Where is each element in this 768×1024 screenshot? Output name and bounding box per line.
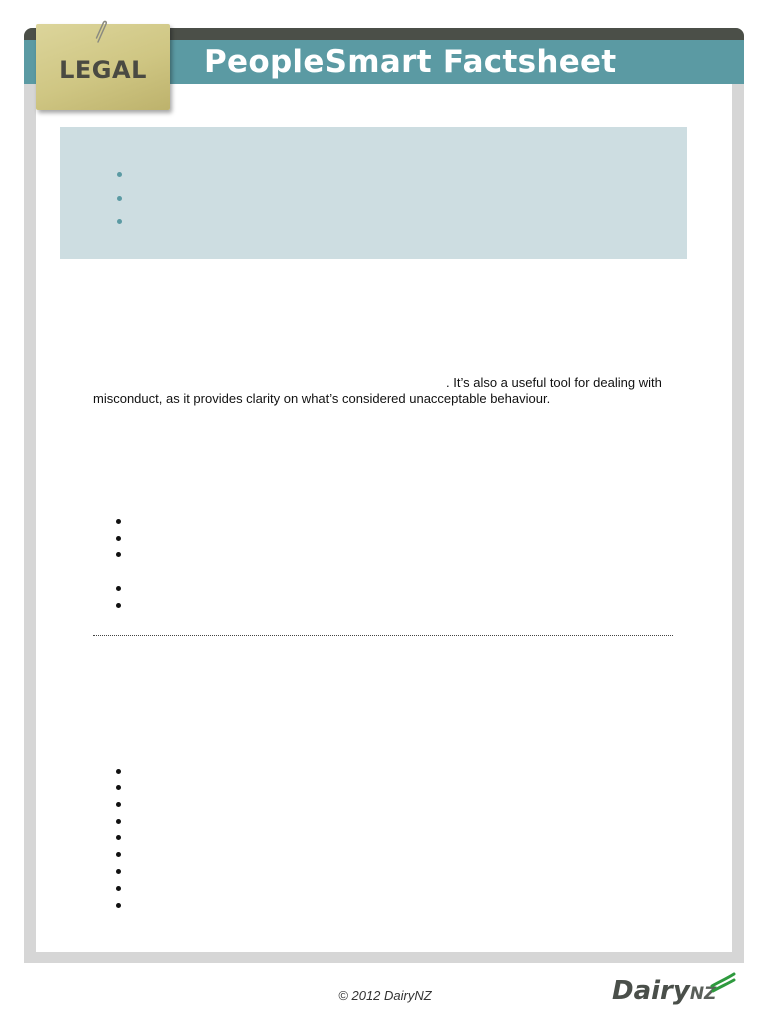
list-bullet (116, 536, 121, 541)
summary-bullet (117, 172, 122, 177)
section-divider (93, 635, 673, 636)
list-bullet (116, 819, 121, 824)
list-bullet (116, 886, 121, 891)
list-bullet (116, 903, 121, 908)
list-bullet (116, 835, 121, 840)
paragraph-line: . It’s also a useful tool for dealing with (446, 375, 662, 390)
list-bullet (116, 519, 121, 524)
list-bullet (116, 785, 121, 790)
summary-bullet (117, 196, 122, 201)
logo-text-nz: NZ (689, 984, 717, 1004)
swoosh-icon (710, 972, 736, 994)
list-bullet (116, 852, 121, 857)
list-bullet (116, 552, 121, 557)
copyright-text: © 2012 DairyNZ (338, 988, 432, 1003)
logo-text-dairy: Dairy (612, 976, 690, 1006)
factsheet-title: PeopleSmart Factsheet (204, 44, 617, 80)
paragraph-line: misconduct, as it provides clarity on what’s considered unacceptable behaviour. (93, 391, 551, 406)
dairynz-logo (612, 976, 716, 1010)
list-bullet (116, 769, 121, 774)
paperclip-icon (92, 20, 110, 44)
summary-box (60, 127, 687, 259)
list-bullet (116, 802, 121, 807)
list-bullet (116, 603, 121, 608)
summary-bullet (117, 219, 122, 224)
list-bullet (116, 869, 121, 874)
list-bullet (116, 586, 121, 591)
legal-tab-label: LEGAL (59, 56, 147, 84)
